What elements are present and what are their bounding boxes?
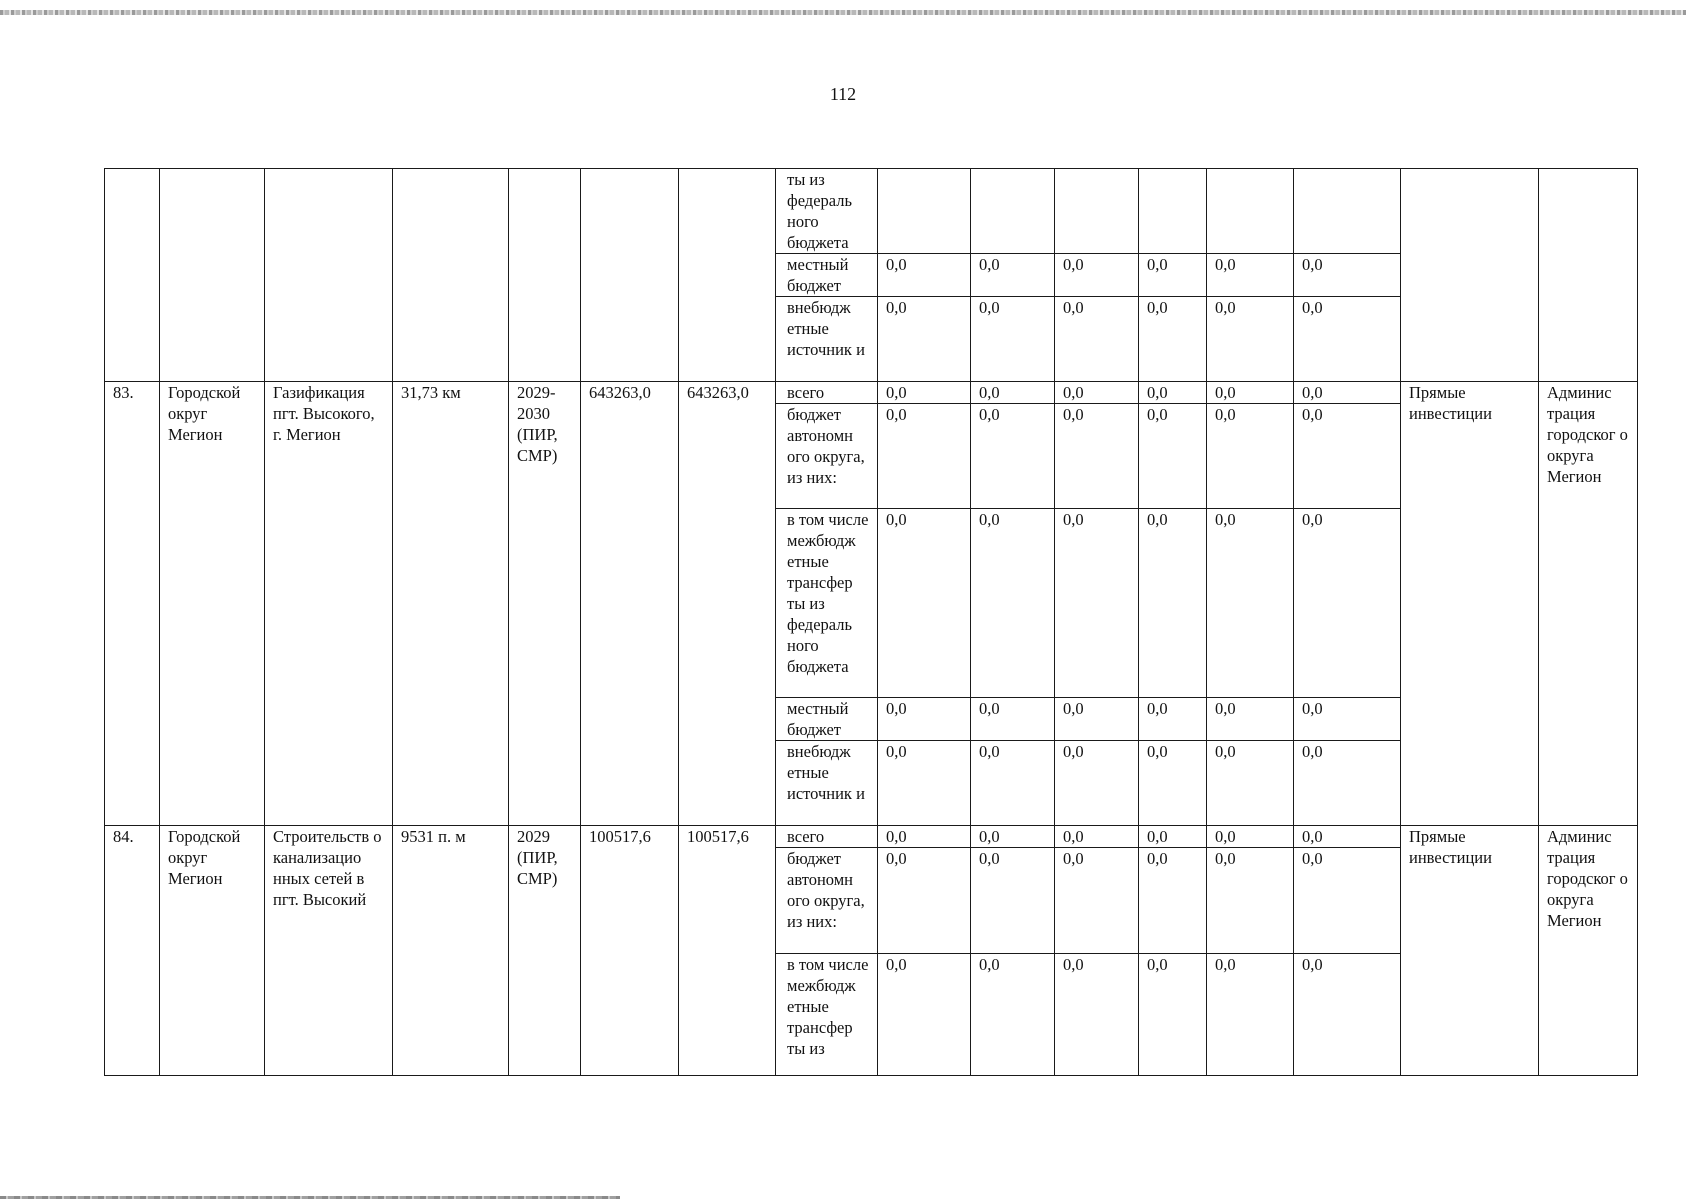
source-label: местный бюджет <box>776 697 878 740</box>
row-number: 83. <box>105 381 160 825</box>
scan-top-edge <box>0 10 1686 15</box>
object-name: Газификация пгт. Высокого, г. Мегион <box>265 381 393 825</box>
value-cell: 0,0 <box>1055 848 1139 953</box>
source-label: всего <box>776 381 878 403</box>
value-cell: 0,0 <box>1055 297 1139 381</box>
value-cell: 0,0 <box>1207 381 1294 403</box>
table-row <box>105 826 1638 848</box>
value-cell: 0,0 <box>878 826 971 848</box>
value-cell: 0,0 <box>1207 953 1294 1075</box>
value-cell: 0,0 <box>1055 254 1139 297</box>
cell-cost <box>581 169 679 382</box>
source-label: всего <box>776 826 878 848</box>
source-label: ты из федераль ного бюджета <box>776 169 878 254</box>
value-cell: 0,0 <box>878 740 971 825</box>
source-label: внебюдж етные источник и <box>776 297 878 381</box>
value-cell: 0,0 <box>971 826 1055 848</box>
value-cell: 0,0 <box>1294 254 1401 297</box>
value-cell <box>878 169 971 254</box>
scan-bottom-edge <box>0 1196 620 1199</box>
value-cell: 0,0 <box>1055 953 1139 1075</box>
cell-mechanism <box>1401 169 1539 382</box>
source-label: местный бюджет <box>776 254 878 297</box>
value-cell: 0,0 <box>971 297 1055 381</box>
value-cell <box>1055 169 1139 254</box>
value-cell: 0,0 <box>1294 848 1401 953</box>
value-cell: 0,0 <box>1207 297 1294 381</box>
value-cell: 0,0 <box>878 697 971 740</box>
source-label: бюджет автономн ого округа, из них: <box>776 403 878 508</box>
cell-capacity <box>393 169 509 382</box>
cell-responsible <box>1539 169 1638 382</box>
responsible: Админис трация городског о округа Мегион <box>1539 826 1638 1076</box>
row-number: 84. <box>105 826 160 1076</box>
source-label: в том числе межбюдж етные трансфер ты из федераль ного бюджета <box>776 509 878 698</box>
cost: 100517,6 <box>581 826 679 1076</box>
value-cell <box>1139 169 1207 254</box>
value-cell: 0,0 <box>1294 697 1401 740</box>
value-cell: 0,0 <box>1294 953 1401 1075</box>
value-cell <box>1207 169 1294 254</box>
value-cell: 0,0 <box>878 254 971 297</box>
cost: 643263,0 <box>581 381 679 825</box>
source-label: в том числе межбюдж етные трансфер ты из <box>776 953 878 1075</box>
capacity: 9531 п. м <box>393 826 509 1076</box>
value-cell: 0,0 <box>1139 381 1207 403</box>
years: 2029-2030 (ПИР, СМР) <box>509 381 581 825</box>
value-cell: 0,0 <box>1055 740 1139 825</box>
mechanism: Прямые инвестиции <box>1401 826 1539 1076</box>
value-cell: 0,0 <box>1139 697 1207 740</box>
value-cell: 0,0 <box>1139 254 1207 297</box>
value-cell: 0,0 <box>971 509 1055 698</box>
value-cell: 0,0 <box>1055 403 1139 508</box>
value-cell: 0,0 <box>1294 826 1401 848</box>
cell-years <box>509 169 581 382</box>
capacity: 31,73 км <box>393 381 509 825</box>
value-cell: 0,0 <box>1139 848 1207 953</box>
value-cell: 0,0 <box>878 509 971 698</box>
value-cell: 0,0 <box>1139 740 1207 825</box>
source-label: внебюдж етные источник и <box>776 740 878 825</box>
value-cell: 0,0 <box>971 953 1055 1075</box>
value-cell: 0,0 <box>1139 297 1207 381</box>
value-cell: 0,0 <box>1294 509 1401 698</box>
cell-municipality <box>160 169 265 382</box>
financing: 643263,0 <box>679 381 776 825</box>
value-cell: 0,0 <box>878 848 971 953</box>
value-cell: 0,0 <box>1207 697 1294 740</box>
value-cell: 0,0 <box>1055 381 1139 403</box>
value-cell: 0,0 <box>878 953 971 1075</box>
value-cell: 0,0 <box>1207 826 1294 848</box>
value-cell: 0,0 <box>1055 826 1139 848</box>
responsible: Админис трация городског о округа Мегион <box>1539 381 1638 825</box>
value-cell: 0,0 <box>1139 826 1207 848</box>
value-cell: 0,0 <box>1207 254 1294 297</box>
source-label: бюджет автономн ого округа, из них: <box>776 848 878 953</box>
value-cell: 0,0 <box>878 297 971 381</box>
value-cell: 0,0 <box>1207 848 1294 953</box>
municipality: Городской округ Мегион <box>160 381 265 825</box>
years: 2029 (ПИР, СМР) <box>509 826 581 1076</box>
object-name: Строительств о канализацио нных сетей в пгт. Высокий <box>265 826 393 1076</box>
value-cell <box>971 169 1055 254</box>
cell-object <box>265 169 393 382</box>
value-cell: 0,0 <box>1207 403 1294 508</box>
value-cell: 0,0 <box>1294 403 1401 508</box>
value-cell: 0,0 <box>971 403 1055 508</box>
value-cell: 0,0 <box>1055 697 1139 740</box>
municipality: Городской округ Мегион <box>160 826 265 1076</box>
value-cell: 0,0 <box>971 848 1055 953</box>
value-cell: 0,0 <box>1294 381 1401 403</box>
value-cell: 0,0 <box>1139 953 1207 1075</box>
value-cell: 0,0 <box>1294 740 1401 825</box>
mechanism: Прямые инвестиции <box>1401 381 1539 825</box>
financing: 100517,6 <box>679 826 776 1076</box>
cell-financing <box>679 169 776 382</box>
value-cell <box>1294 169 1401 254</box>
value-cell: 0,0 <box>971 381 1055 403</box>
value-cell: 0,0 <box>1207 509 1294 698</box>
value-cell: 0,0 <box>971 254 1055 297</box>
value-cell: 0,0 <box>878 381 971 403</box>
page-number: 112 <box>829 84 857 104</box>
table-row <box>105 381 1638 403</box>
value-cell: 0,0 <box>971 740 1055 825</box>
value-cell: 0,0 <box>1055 509 1139 698</box>
value-cell: 0,0 <box>1139 509 1207 698</box>
value-cell: 0,0 <box>1139 403 1207 508</box>
value-cell: 0,0 <box>971 697 1055 740</box>
value-cell: 0,0 <box>1207 740 1294 825</box>
value-cell: 0,0 <box>878 403 971 508</box>
investment-table <box>104 168 1638 1076</box>
cell-num <box>105 169 160 382</box>
value-cell: 0,0 <box>1294 297 1401 381</box>
table-row <box>105 169 1638 254</box>
